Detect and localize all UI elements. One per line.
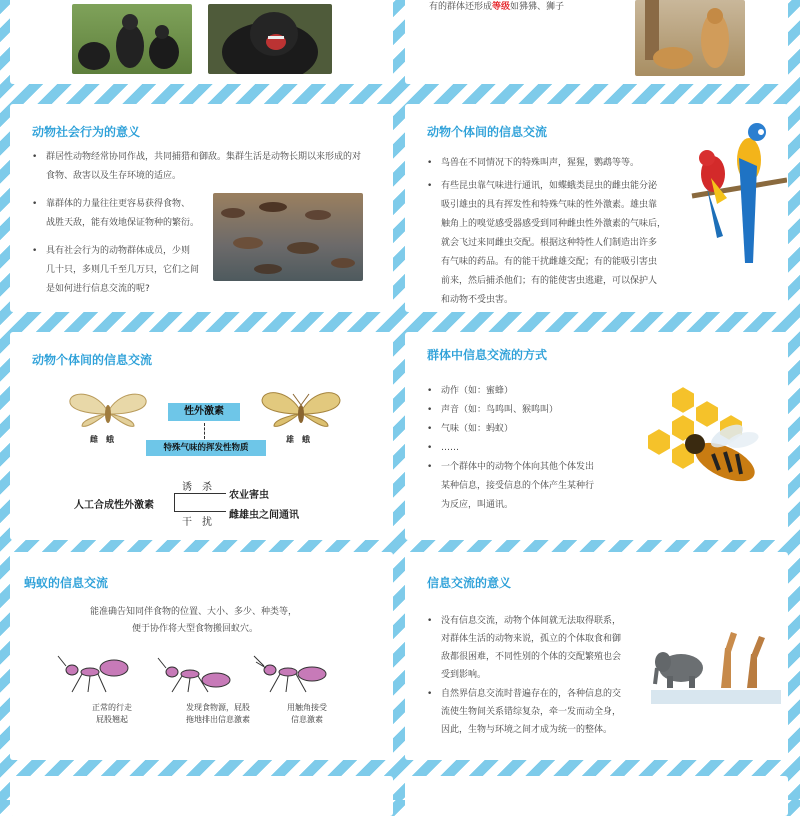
bullet-meaning-2: • 自然界信息交流时普遍存在的，各种信息的交 流使生物间关系错综复杂，牵一发而动全身， 因此，生物与环境之间才成为统一的整体。: [427, 689, 622, 735]
lion-photo: [635, 0, 745, 76]
ant-caption-2: 发现食物源，屁股 拖地排出信息激素: [186, 703, 250, 724]
gorilla-photo: [208, 4, 332, 74]
slide-title: 动物个体间的信息交流: [32, 353, 153, 367]
male-moth-label: 雄 蛾: [286, 435, 310, 444]
lure-line: [174, 493, 226, 494]
slide-meaning: [405, 552, 788, 760]
ant-caption-3: 用触角接受 信息激素: [287, 703, 327, 724]
bee-honeycomb-icon: [643, 382, 783, 492]
slide-title: 群体中信息交流的方式: [427, 348, 548, 362]
volatile-substance-box: 特殊气味的挥发性物质: [146, 440, 266, 456]
elephant-giraffe-icon: [651, 628, 781, 708]
slide-hierarchy: [405, 0, 788, 84]
chimpanzee-icon: [72, 4, 192, 74]
synthetic-pheromone-label: 人工合成性外激素: [74, 500, 154, 511]
gorilla-icon: [208, 4, 332, 74]
fork-line: [174, 493, 175, 511]
slide-ant-communication: [10, 552, 393, 760]
slide-title: 信息交流的意义: [427, 576, 512, 590]
slide-apes: [10, 0, 393, 84]
ant-caption-1: 正常的行走 屁股翘起: [92, 703, 132, 724]
parrots-icon: [687, 118, 787, 268]
lure-label: 诱 杀: [182, 482, 212, 493]
female-moth-label: 雌 蛾: [90, 435, 114, 444]
bullet-social-1: • 群居性动物经常协同作战，共同捕猎和御敌。集群生活是动物长期以来形成的对 食物、敌害以及生存环境的适应。: [32, 152, 362, 181]
slide-info-exchange-1: [405, 104, 788, 312]
lion-icon: [635, 0, 745, 76]
bullet-group-list: • 动作（如：蜜蜂） • 声音（如：鸟鸣叫、猴鸣叫） • 气味（如：蚂蚁） • …… • 一个群体中的动物个体向其他个体发出 某种信息，接受信息的个体产生某种行 为反应，叫通讯。: [427, 386, 595, 510]
ant-receiving-icon: [254, 656, 326, 692]
hierarchy-text: 有的群体还形成等级如狒狒、狮子: [429, 2, 565, 12]
male-moth-icon: [260, 390, 342, 432]
seal-colony-icon: [213, 193, 363, 281]
communication-label: 雌雄虫之间通讯: [229, 510, 299, 521]
disturb-label: 干 扰: [182, 517, 212, 528]
slide-social-behavior: [10, 104, 393, 312]
pest-label: 农业害虫: [229, 490, 269, 501]
disturb-line: [174, 511, 226, 512]
sex-pheromone-box: 性外激素: [168, 403, 240, 421]
slide-title: 蚂蚁的信息交流: [24, 576, 109, 590]
ants-drawing: [54, 652, 354, 698]
chimpanzee-photo: [72, 4, 192, 74]
ant-description: 能准确告知同伴食物的位置、大小、多少、种类等， 便于协作将大型食物搬回蚁穴。: [90, 607, 298, 634]
slide-group-communication: [405, 332, 788, 540]
slide-info-exchange-2: [10, 332, 393, 540]
bullet-info1-1: • 鸟兽在不同情况下的特殊叫声，猩猩，鹦鹉等等。: [427, 158, 640, 168]
slide-title: 动物社会行为的意义: [32, 125, 141, 139]
female-moth-icon: [68, 392, 148, 432]
bullet-info1-2: • 有些昆虫靠气味进行通讯，如蝶蛾类昆虫的雌虫能分泌 吸引雄虫的具有挥发性和特殊气味的性外激素。雄虫靠 触角上的嗅觉感受器感受到同种雌虫性外激素的气味后， 就会飞过来同雌虫交配。根据这种特性人们制造出许多 有气味的药品。有的能干扰雌雄交配；有的能吸引害虫 前来，然后捕杀他们；有的能使害虫逃避，可以保护人 和动物不受虫害。: [427, 181, 667, 305]
bullet-social-3: • 具有社会行为的动物群体成员，少则 几十只，多则几千至几万只，它们之间 是如何进行信息交流的呢?: [32, 246, 200, 294]
slide-title: 动物个体间的信息交流: [427, 125, 548, 139]
seal-colony-photo: [213, 193, 363, 281]
slide-bottom-left: [10, 776, 393, 816]
bullet-social-2: • 靠群体的力量往往更容易获得食物、 战胜天敌，能有效地保证物种的繁衍。: [32, 199, 200, 228]
bullet-meaning-1: • 没有信息交流，动物个体间就无法取得联系， 对群体生活的动物来说，孤立的个体取食和御 敌都很困难，不同性别的个体的交配繁殖也会 受到影响。: [427, 616, 622, 680]
dashed-connector: [204, 423, 205, 439]
ant-walking-icon: [58, 656, 128, 692]
ant-dragging-icon: [158, 658, 230, 692]
slide-bottom-right: [405, 776, 788, 816]
